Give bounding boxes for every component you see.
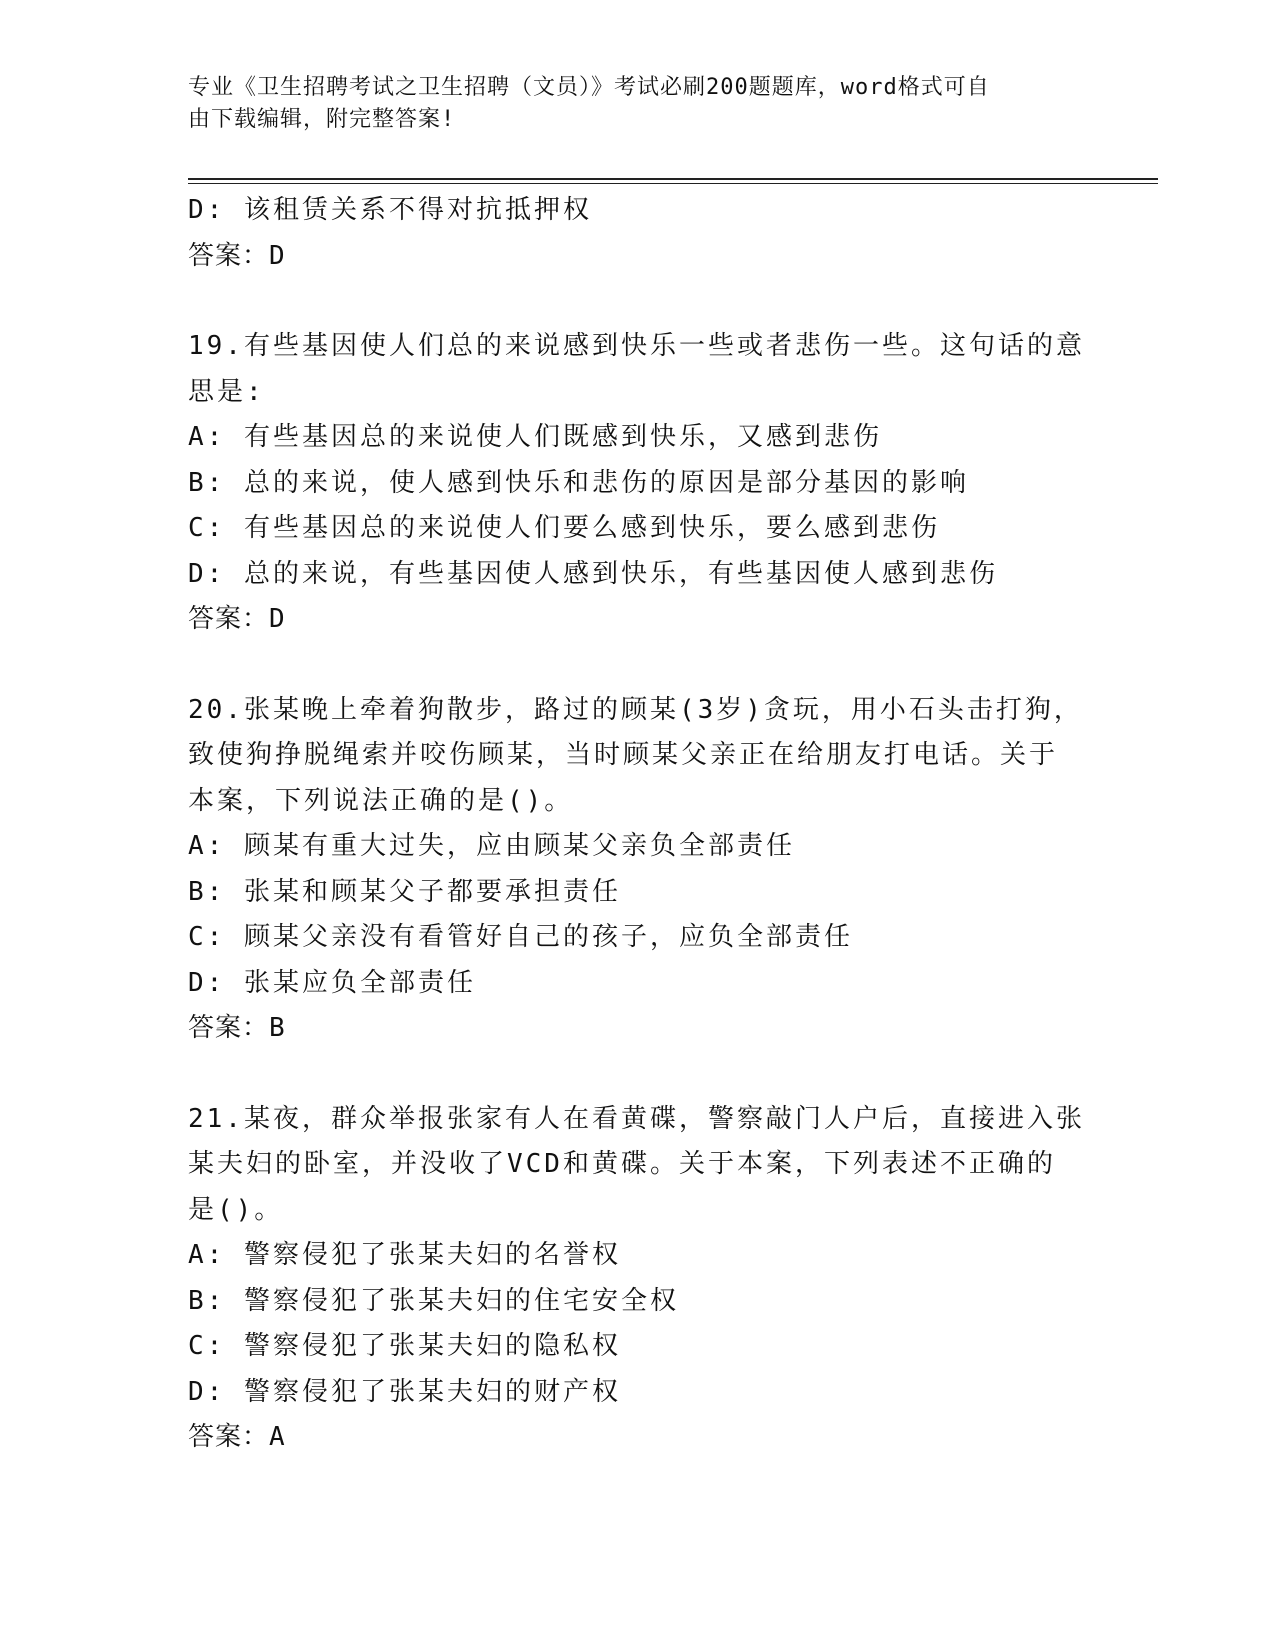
document-header <box>188 72 1068 136</box>
option-c: C: 顾某父亲没有看管好自己的孩子，应负全部责任 <box>188 922 853 952</box>
option-d: D: 该租赁关系不得对抗抵押权 <box>188 195 592 225</box>
question-21 <box>188 1097 1088 1461</box>
option-a: A: 有些基因总的来说使人们既感到快乐，又感到悲伤 <box>188 422 882 452</box>
question-20 <box>188 688 1088 1052</box>
question-stem-line: 致使狗挣脱绳索并咬伤顾某，当时顾某父亲正在给朋友打电话。关于 <box>188 740 1059 770</box>
answer-line <box>188 1415 1088 1461</box>
question-list <box>188 188 1088 1506</box>
answer-label: 答案： <box>188 1013 270 1043</box>
option-d: D: 总的来说，有些基因使人感到快乐，有些基因使人感到悲伤 <box>188 558 998 589</box>
option-d: D: 张某应负全部责任 <box>188 967 476 998</box>
question-stem-line: 某夫妇的卧室，并没收了VCD和黄碟。关于本案，下列表述不正确的 <box>188 1149 1056 1179</box>
option-b: B: 警察侵犯了张某夫妇的住宅安全权 <box>188 1285 679 1316</box>
option-b: B: 张某和顾某父子都要承担责任 <box>188 876 621 907</box>
question-stem-line: 思是: <box>188 376 265 407</box>
header-line-2: 由下载编辑，附完整答案! <box>188 107 456 132</box>
question-19 <box>188 324 1088 643</box>
answer-label: 答案： <box>188 604 270 634</box>
question-stem-line: 21.某夜，群众举报张家有人在看黄碟，警察敲门人户后，直接进入张 <box>188 1103 1085 1134</box>
answer-value: D <box>269 604 286 634</box>
option-a: A: 警察侵犯了张某夫妇的名誉权 <box>188 1240 621 1270</box>
answer-label: 答案： <box>188 240 270 271</box>
answer-line <box>188 1006 1088 1052</box>
question-stem-line: 本案，下列说法正确的是()。 <box>188 785 574 816</box>
question-stem-line: 19.有些基因使人们总的来说感到快乐一些或者悲伤一些。这句话的意 <box>188 331 1085 361</box>
answer-value: D <box>269 240 286 271</box>
answer-label: 答案： <box>188 1422 270 1452</box>
answer-value: B <box>269 1013 286 1043</box>
question-stem-line: 是()。 <box>188 1194 284 1225</box>
answer-line <box>188 234 1088 280</box>
header-divider-thin <box>188 183 1158 184</box>
option-b: B: 总的来说，使人感到快乐和悲伤的原因是部分基因的影响 <box>188 467 969 498</box>
header-divider-thick <box>188 178 1158 180</box>
answer-value: A <box>269 1422 286 1452</box>
option-c: C: 有些基因总的来说使人们要么感到快乐，要么感到悲伤 <box>188 513 940 543</box>
answer-line <box>188 597 1088 643</box>
question-18-continuation <box>188 188 1088 279</box>
option-d: D: 警察侵犯了张某夫妇的财产权 <box>188 1376 621 1407</box>
option-c: C: 警察侵犯了张某夫妇的隐私权 <box>188 1331 621 1361</box>
option-a: A: 顾某有重大过失，应由顾某父亲负全部责任 <box>188 831 795 861</box>
question-stem-line: 20.张某晚上牵着狗散步，路过的顾某(3岁)贪玩，用小石头击打狗， <box>188 694 1083 725</box>
header-line-1: 专业《卫生招聘考试之卫生招聘（文员）》考试必刷200题题库，word格式可自 <box>188 75 990 100</box>
